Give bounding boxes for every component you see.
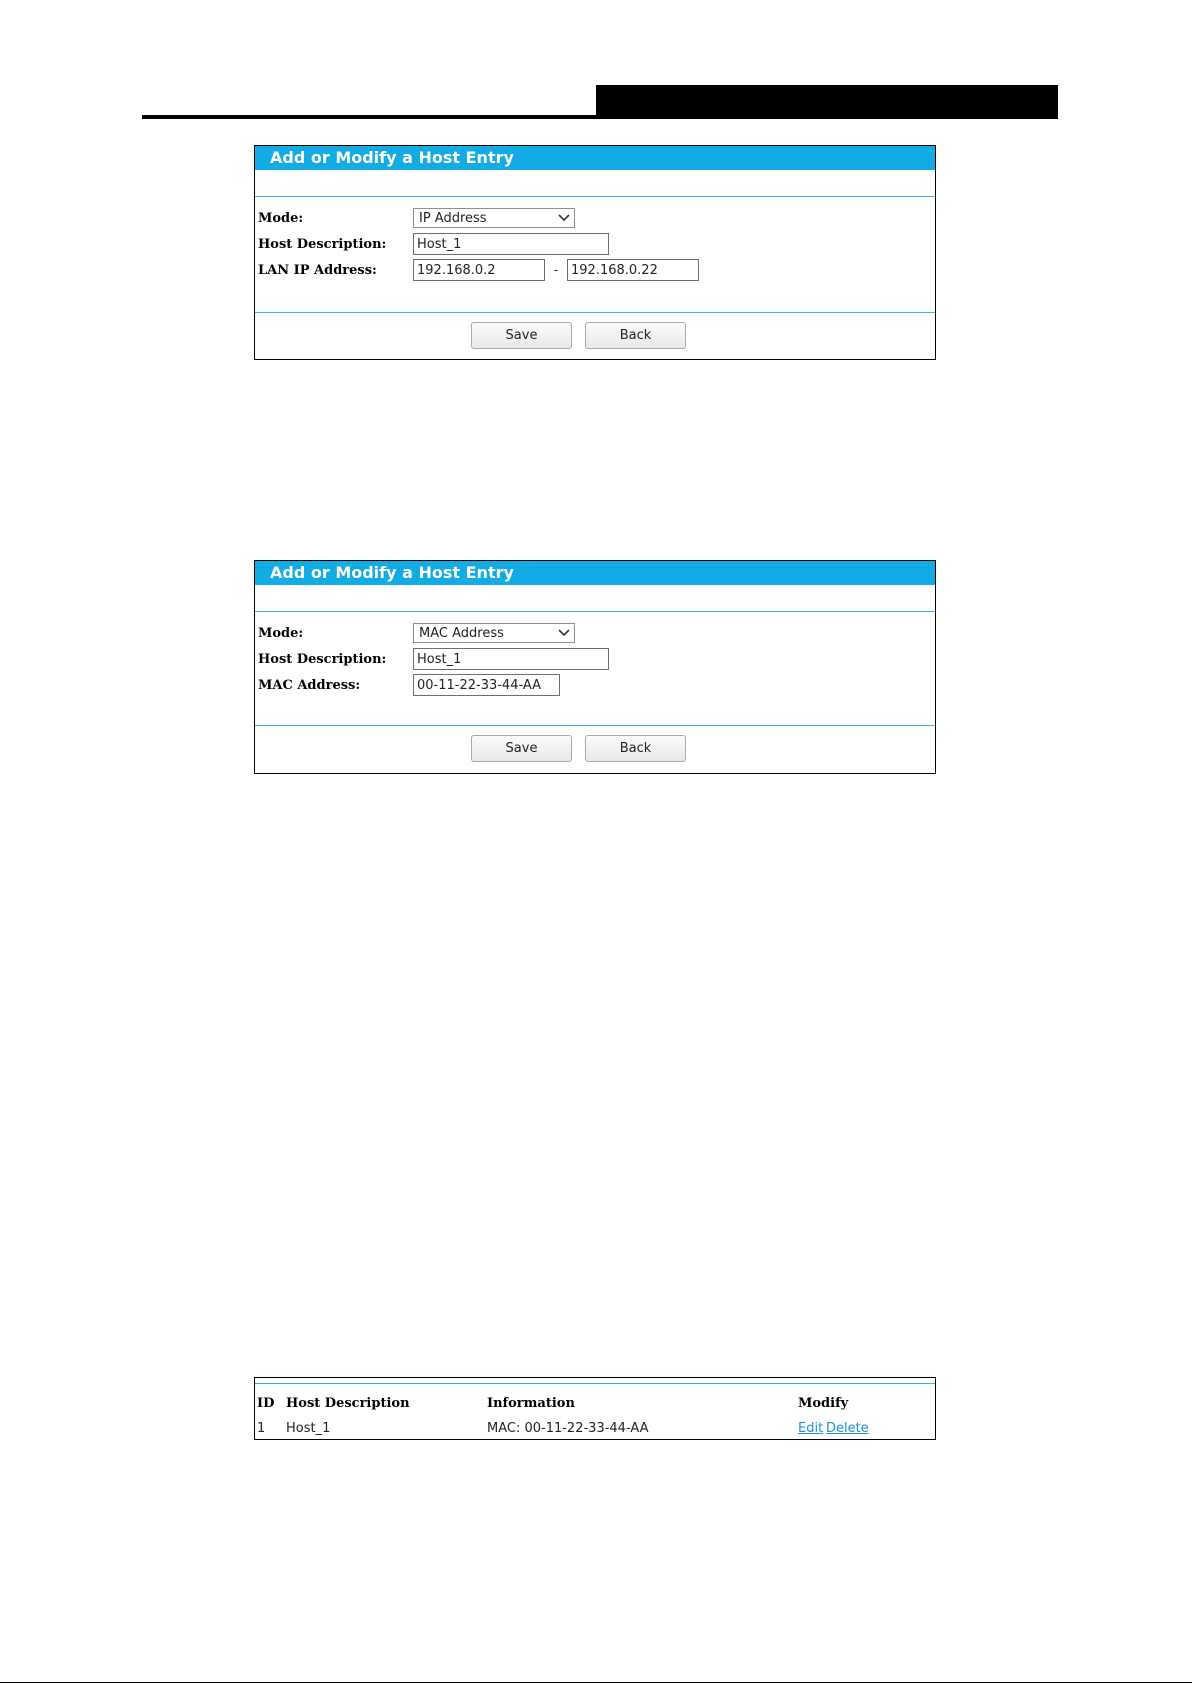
mode-select-value: MAC Address [419, 625, 504, 641]
mac-address-label: MAC Address: [258, 677, 361, 693]
delete-link[interactable]: Delete [826, 1421, 869, 1436]
chevron-down-icon [555, 210, 573, 226]
panel-title: Add or Modify a Host Entry [255, 146, 935, 170]
mac-address-input[interactable]: 00-11-22-33-44-AA [413, 674, 560, 696]
column-header-modify: Modify [798, 1396, 849, 1411]
chevron-down-icon [555, 625, 573, 641]
host-description-row [258, 648, 609, 670]
mode-select[interactable] [413, 623, 575, 643]
lan-ip-end-input[interactable]: 192.168.0.22 [567, 259, 699, 281]
host-description-label: Host Description: [258, 651, 387, 667]
host-table [254, 1377, 936, 1440]
header-rule [142, 115, 1058, 119]
mode-label: Mode: [258, 210, 304, 226]
save-button[interactable]: Save [471, 735, 572, 762]
row-id: 1 [257, 1421, 266, 1436]
back-button[interactable]: Back [585, 735, 686, 762]
separator [255, 725, 935, 726]
footer-rule [0, 1682, 1192, 1683]
column-header-id: ID [257, 1396, 275, 1411]
back-button[interactable]: Back [585, 322, 686, 349]
host-description-label: Host Description: [258, 236, 387, 252]
host-entry-panel-ip [254, 145, 936, 360]
host-description-row [258, 233, 609, 255]
panel-title: Add or Modify a Host Entry [255, 561, 935, 585]
lan-ip-start-input[interactable]: 192.168.0.2 [413, 259, 545, 281]
mode-select[interactable] [413, 208, 575, 228]
mode-row [258, 622, 575, 644]
mode-row [258, 207, 575, 229]
edit-link[interactable]: Edit [798, 1421, 824, 1436]
mac-address-row [258, 674, 560, 696]
ip-range-separator: - [553, 262, 559, 278]
host-entry-panel-mac [254, 560, 936, 774]
separator [255, 1383, 935, 1384]
row-host-description: Host_1 [286, 1421, 331, 1436]
header-black-block [596, 85, 1058, 116]
row-information: MAC: 00-11-22-33-44-AA [487, 1421, 649, 1436]
host-description-input[interactable]: Host_1 [413, 648, 609, 670]
separator [255, 611, 935, 612]
lan-ip-label: LAN IP Address: [258, 262, 377, 278]
lan-ip-row [258, 259, 699, 281]
separator [255, 312, 935, 313]
mode-label: Mode: [258, 625, 304, 641]
column-header-information: Information [487, 1396, 575, 1411]
separator [255, 196, 935, 197]
mode-select-value: IP Address [419, 210, 487, 226]
save-button[interactable]: Save [471, 322, 572, 349]
host-description-input[interactable]: Host_1 [413, 233, 609, 255]
column-header-host-description: Host Description [286, 1396, 410, 1411]
